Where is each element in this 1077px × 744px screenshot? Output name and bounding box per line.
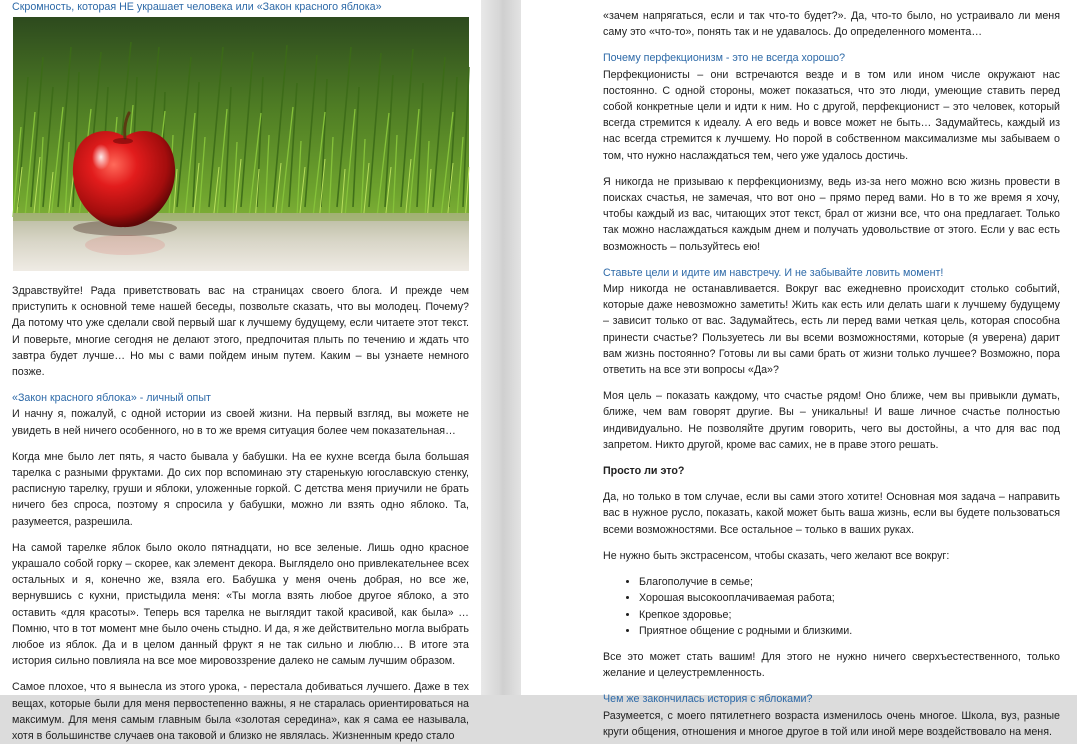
page-gutter xyxy=(481,0,521,695)
paragraph: Перфекционисты – они встречаются везде и в том или ином числе окружают нас постоянно. С одной стороны, может показаться, что это люди, умеющие ставить перед собой конкретные цели и идти к ним. Но с другой, перфекционист – это человек, который всегда стремится к идеалу. А его ведь и вовсе может не быть… Задумайтесь, каждый из нас всегда стремится к лучшему. Но порой в собственном максимализме мы забываем о том, что нужно наслаждаться тем, чего уже удалось достичь. xyxy=(603,68,1060,162)
paragraph: Когда мне было лет пять, я часто бывала у бабушки. На ее кухне всегда была большая тарелка с разными фруктами. До сих пор вспоминаю эту старенькую югославскую стенку, расписную тарелку, груши и яблоки, уложенные горкой. С детства меня приучили не брать ничего без спроса, поэтому я спросила у бабушки, можно ли взять одно яблоко. Та, разумеется, разрешила. xyxy=(12,450,469,528)
apple-illustration xyxy=(13,17,469,271)
paragraph: И начну я, пожалуй, с одной истории из своей жизни. На первый взгляд, вы можете не увидеть в ней ничего особенного, но в то же время ситуация более чем показательная… xyxy=(12,408,469,437)
list-item: • Приятное общение с родными и близкими. xyxy=(639,623,1060,639)
continued-paragraph: «зачем напрягаться, если и так что-то будет?». Да, что-то было, но устраивало ли меня саму это «что-то», понять так и не удавалось. До определенного момента… xyxy=(603,10,1060,39)
section-heading-personal-experience: «Закон красного яблока» - личный опыт xyxy=(12,392,211,405)
paragraph: Я никогда не призываю к перфекционизму, ведь из-за него можно всю жизнь провести в поисках счастья, не замечая, что вот оно – прямо перед вами. Но в то же время я хочу, чтобы каждый из вас, читающих этот текст, брал от жизни все, что она предлагает. Только так можно наслаждаться каждым днем и получать удовольствие от этого. Если у вас есть возможность – пользуйтесь ею! xyxy=(603,175,1060,253)
wishes-list xyxy=(603,574,1060,639)
section-heading-perfectionism: Почему перфекционизм - это не всегда хорошо? xyxy=(603,52,846,65)
list-item: • Благополучие в семье; xyxy=(639,574,1060,590)
paragraph: Мир никогда не останавливается. Вокруг вас ежедневно происходит столько событий, которые даже невозможно заметить! Жить как есть или делать шаги к лучшему будущему – зависит только от вас. Задумайтесь, есть ли перед вами четкая цель, которая способна принести счастье? Пользуетесь ли вы всеми возможностями, которые (я уверена) дарит вам жизнь постоянно? Готовы ли вы сами брать от жизни только лучшее? Возможно, пора ответить на все эти вопросы «Да»? xyxy=(603,283,1060,377)
paragraph: Моя цель – показать каждому, что счастье рядом! Оно ближе, чем вы привыкли думать, ближе, чем вам говорят другие. Вы – уникальны! И ваше личное счастье полностью индивидуально. Не позволяйте другим говорить, чего вы достойны, а что для вас под запретом. Никто другой, кроме вас самих, не в праве этого решать. xyxy=(603,390,1060,451)
paragraph: Все это может стать вашим! Для этого не нужно ничего сверхъестественного, только желание и целеустремленность. xyxy=(603,650,1060,680)
document-page-left xyxy=(0,0,481,743)
paragraph: Да, но только в том случае, если вы сами этого хотите! Основная моя задача – направить вас в нужное русло, показать, какой может быть ваша жизнь, если вы будете пользоваться всеми возможностями. Все остальное – только в ваших руках. xyxy=(603,491,1060,536)
paragraph: Самое плохое, что я вынесла из этого урока, - перестала добиваться лучшего. Даже в тех вещах, которые были для меня первостепенно важны, я не старалась ориентироваться на максимум. Для меня самым главным была «золотая середина», как я сама ее называла, хотя в большинстве случаев она таковой и близко не являлась. Жизненным кредо стало xyxy=(12,681,469,743)
paragraph: Не нужно быть экстрасенсом, чтобы сказать, чего желают все вокруг: xyxy=(603,549,950,562)
paragraph: Разумеется, с моего пятилетнего возраста изменилось очень многое. Школа, вуз, разные круги общения, отношения и многое другое в той или иной мере воздействовало на меня. xyxy=(603,709,1060,738)
section-heading-apple-story-end: Чем же закончилась история с яблоками? xyxy=(603,693,813,706)
list-item: • Крепкое здоровье; xyxy=(639,607,1060,623)
paragraph: На самой тарелке яблок было около пятнадцати, но все зеленые. Лишь одно красное украшало собой горку – скорее, как элемент декора. Выглядело оно привлекательнее всех остальных и я, конечно же, взяла его. Бабушка у меня очень добрая, но все же, вернувшись с кухни, пристыдила меня: «Ты могла взять любое другое яблоко, а это оставить «для красоты». Теперь вся тарелка не выглядит такой красивой, как была» … Помню, что в тот момент мне было очень стыдно. И да, я же действительно могла выбрать любое из яблок. Да и в целом данный фрукт я не так сильно и люблю… В итоге эта история сильно повлияла на все мое мировоззрение далеко не самым лучшим образом. xyxy=(12,541,469,668)
intro-paragraph: Здравствуйте! Рада приветствовать вас на страницах своего блога. И прежде чем приступить к основной теме нашей беседы, позвольте сказать, что вы молодец. Почему? Да потому что уже сделали свой первый шаг к лучшему будущему, если читаете этот текст. И поверьте, многие сегодня не делают этого, предпочитая плыть по течению и ждать что завтра будет лучше… Но мы с вами пойдем иным путем. Каким – вы узнаете немного позже. xyxy=(12,285,469,379)
article-title: Скромность, которая НЕ украшает человека или «Закон красного яблока» xyxy=(12,1,382,13)
section-heading-goals: Ставьте цели и идите им навстречу. И не забывайте ловить момент! xyxy=(603,266,944,279)
red-apple-image xyxy=(13,17,469,271)
bold-subheading: Просто ли это? xyxy=(603,465,685,478)
list-item: • Хорошая высокооплачиваемая работа; xyxy=(639,590,1060,606)
document-page-right xyxy=(521,0,1077,738)
